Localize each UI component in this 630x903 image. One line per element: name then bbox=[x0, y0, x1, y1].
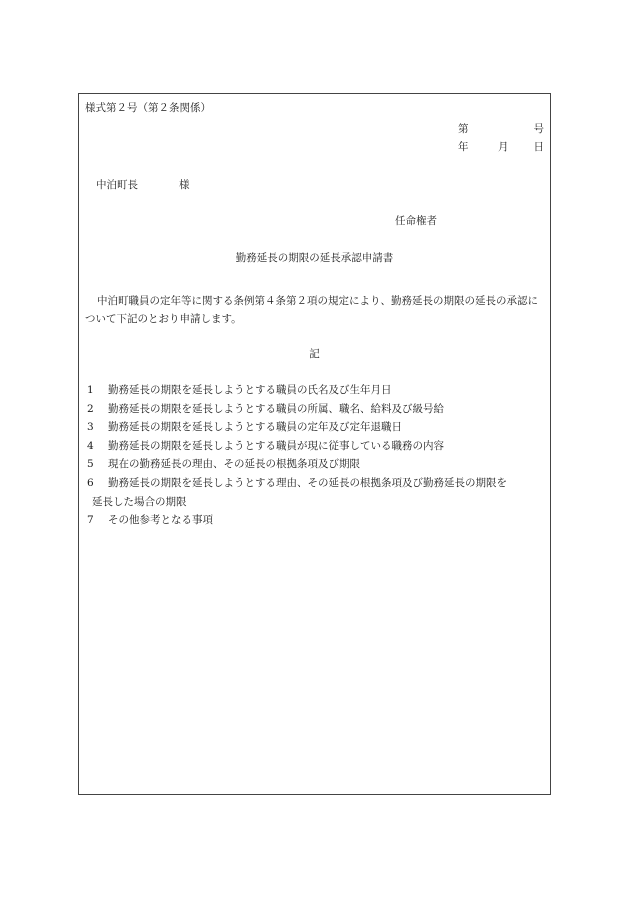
item-text: 勤務延長の期限を延長しようとする職員の定年及び定年退職日 bbox=[108, 421, 402, 434]
item-text: 勤務延長の期限を延長しようとする理由、その延長の根拠条項及び勤務延長の期限を bbox=[108, 476, 507, 489]
body-paragraph: 中泊町職員の定年等に関する条例第４条第２項の規定により、勤務延長の期限の延長の承認について下記のとおり申請します。 bbox=[85, 295, 538, 325]
document-title: 勤務延長の期限の延長承認申請書 bbox=[235, 252, 394, 264]
date-day: 日 bbox=[533, 141, 544, 153]
addressee bbox=[96, 179, 190, 191]
item-number: 1 bbox=[87, 384, 94, 396]
addressee-name: 中泊町長 bbox=[96, 179, 138, 191]
list-item bbox=[85, 381, 547, 400]
appointer: 任命権者 bbox=[395, 215, 437, 227]
ki-heading: 記 bbox=[309, 348, 320, 360]
list-item bbox=[85, 437, 547, 456]
item-text: 勤務延長の期限を延長しようとする職員の所属、職名、給料及び級号給 bbox=[108, 402, 444, 415]
list-item bbox=[85, 474, 547, 511]
item-list bbox=[85, 381, 547, 530]
item-number: 4 bbox=[87, 439, 94, 452]
item-number: 2 bbox=[87, 402, 94, 415]
document-number-prefix: 第 bbox=[458, 123, 469, 135]
list-item bbox=[85, 511, 547, 530]
item-number: 5 bbox=[87, 458, 94, 471]
item-text: 現在の勤務延長の理由、その延長の根拠条項及び期限 bbox=[108, 458, 360, 471]
item-text: その他参考となる事項 bbox=[108, 514, 213, 527]
form-number: 様式第２号（第２条関係） bbox=[85, 102, 211, 114]
date-month: 月 bbox=[498, 141, 509, 153]
item-text: 勤務延長の期限を延長しようとする職員が現に従事している職務の内容 bbox=[108, 439, 444, 452]
item-number: 7 bbox=[87, 514, 94, 527]
list-item bbox=[85, 455, 547, 474]
item-number: 3 bbox=[87, 421, 94, 434]
date-year: 年 bbox=[458, 141, 469, 153]
item-number: 6 bbox=[87, 476, 94, 489]
item-text: 勤務延長の期限を延長しようとする職員の氏名及び生年月日 bbox=[108, 384, 392, 396]
list-item bbox=[85, 400, 547, 419]
form-frame bbox=[78, 93, 551, 795]
document-number-suffix: 号 bbox=[533, 123, 544, 135]
item-text-continuation: 延長した場合の期限 bbox=[92, 495, 187, 508]
addressee-honorific: 様 bbox=[179, 179, 190, 191]
list-item bbox=[85, 418, 547, 437]
